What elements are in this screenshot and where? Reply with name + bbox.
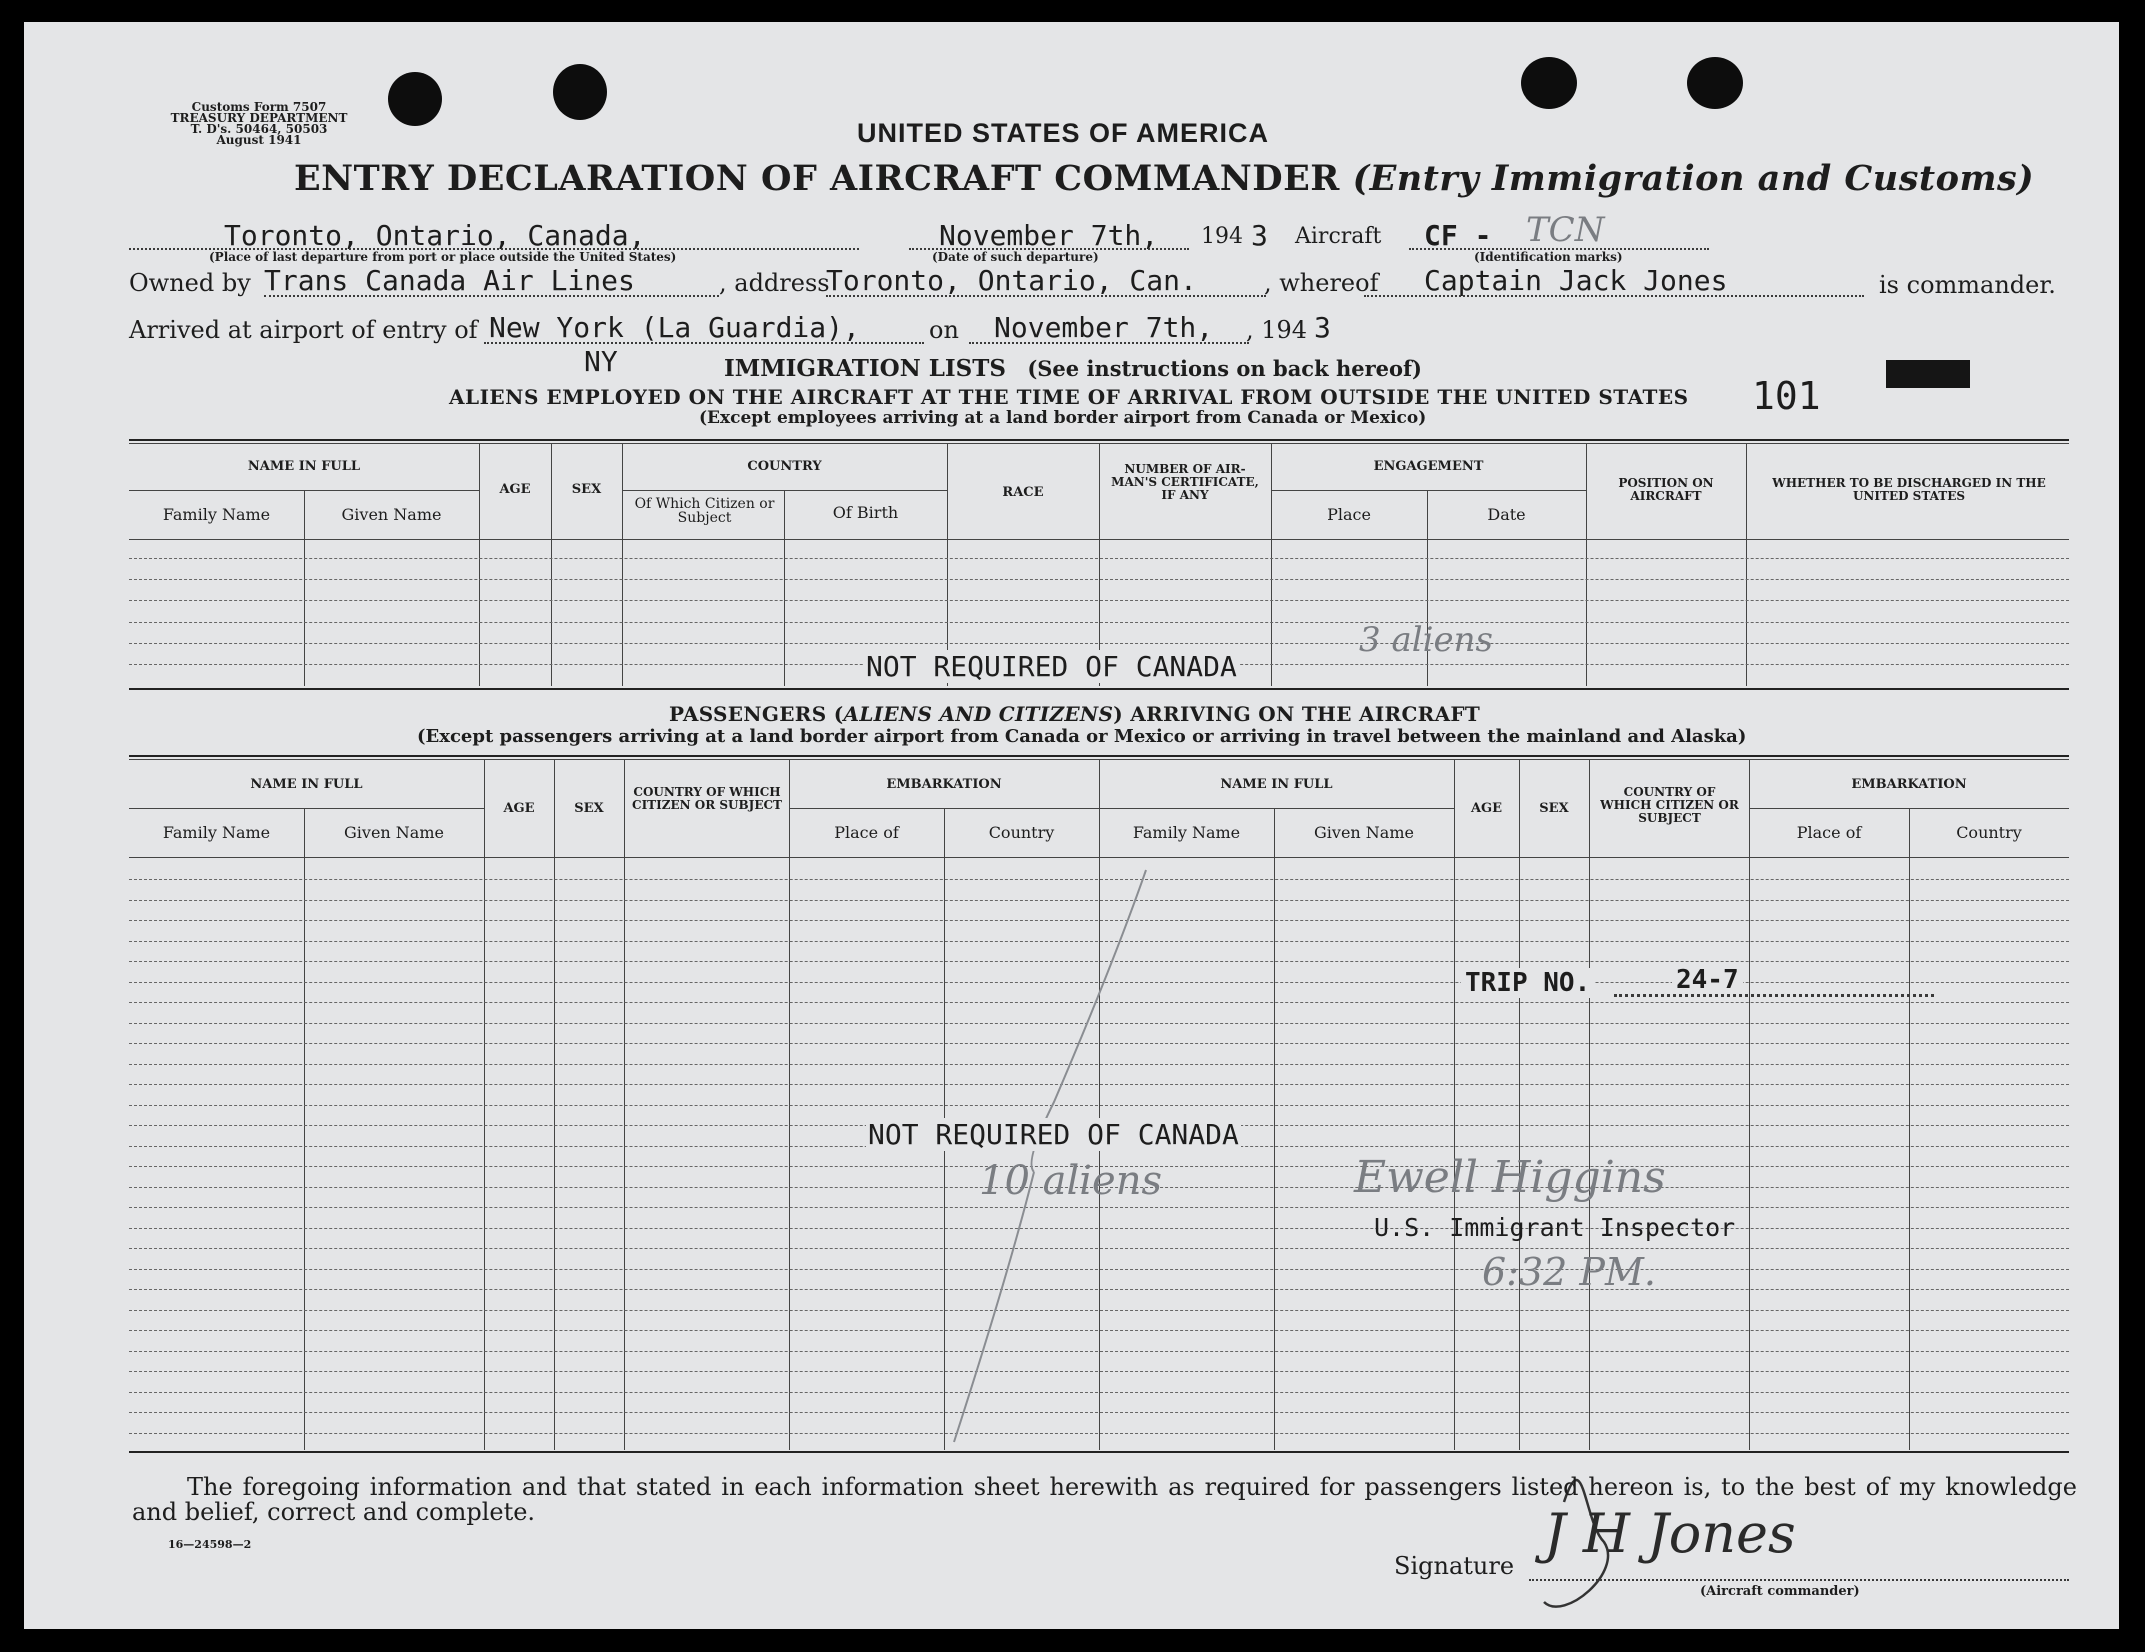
stamp-ny: NY [584, 345, 618, 378]
passengers-subheading: (Except passengers arriving at a land border airport from Canada or Mexico or arriving in travel between the mainland and Alaska) [417, 726, 1747, 747]
declaration-text: The foregoing information and that stated in each information sheet herewith as required for passengers listed hereon is, to the best of my knowledge and belief, correct and complete. [132, 1473, 2077, 1526]
customs-form-line: T. D's. 50464, 50503 [190, 122, 328, 136]
stamp-number: 101 [1752, 374, 1821, 418]
col-embarkation-2: EMBARKATION [1851, 777, 1967, 792]
col-engagement: ENGAGEMENT [1373, 459, 1484, 474]
immigration-heading-note: (See instructions on back hereof) [1027, 356, 1422, 381]
arrival-year-digit: 3 [1314, 311, 1331, 344]
address-label: , address [719, 269, 830, 297]
aircraft-prefix: CF - [1424, 219, 1492, 252]
trip-number: 24-7 [1672, 965, 1743, 995]
entry-declaration-document [24, 22, 2119, 1629]
aircraft-caption: (Identification marks) [1474, 250, 1623, 264]
col-given-name: Given Name [341, 505, 442, 524]
col-place-of: Place of [834, 823, 899, 842]
col-country-citizen: COUNTRY OF WHICH CITIZEN OR SUBJECT [632, 785, 782, 812]
col-name-in-full: NAME IN FULL [247, 459, 361, 474]
col-sex-2: SEX [1539, 801, 1569, 816]
col-race: RACE [1002, 485, 1044, 500]
owner: Trans Canada Air Lines [264, 264, 635, 297]
on-label: on [929, 316, 959, 344]
col-embarkation: EMBARKATION [886, 777, 1002, 792]
aircraft-label: Aircraft [1295, 224, 1382, 249]
col-position: POSITION ON AIRCRAFT [1618, 476, 1714, 503]
col-family-name: Family Name [162, 823, 271, 842]
dotted-line [1529, 1579, 2069, 1581]
col-place: Place [1327, 505, 1371, 524]
arrived-label: Arrived at airport of entry of [129, 316, 478, 344]
date-departure-caption: (Date of such departure) [932, 250, 1099, 264]
col-date: Date [1487, 505, 1526, 524]
date-departure: November 7th, [939, 219, 1159, 252]
col-age: AGE [499, 482, 531, 497]
year-prefix: 194 [1201, 224, 1243, 249]
col-given-name-2: Given Name [1314, 823, 1414, 842]
form-title-main: ENTRY DECLARATION OF AIRCRAFT COMMANDER [294, 158, 1340, 199]
col-country: Country [988, 823, 1055, 842]
col-age: AGE [503, 801, 535, 816]
not-required-stamp-2: NOT REQUIRED OF CANADA [868, 1118, 1239, 1151]
country-heading: UNITED STATES OF AMERICA [857, 118, 1269, 148]
place-departure-caption: (Place of last departure from port or place outside the United States) [209, 250, 677, 264]
form-title-italic: (Entry Immigration and Customs) [1352, 158, 2035, 199]
signature-label: Signature [1394, 1552, 1515, 1580]
inspection-time: 6:32 PM. [1482, 1250, 1656, 1294]
passengers-heading-post: ) ARRIVING ON THE AIRCRAFT [1113, 702, 1481, 726]
whereof-label: , whereof [1264, 269, 1379, 297]
aircraft-marks: TCN [1526, 210, 1605, 250]
customs-form-line: Customs Form 7507 [191, 100, 327, 114]
inspector-title: U.S. Immigrant Inspector [1374, 1213, 1736, 1242]
customs-form-line: August 1941 [216, 133, 302, 147]
col-given-name: Given Name [344, 823, 444, 842]
address: Toronto, Ontario, Can. [826, 264, 1197, 297]
owned-by-label: Owned by [129, 269, 251, 297]
aliens-count-note-2: 10 aliens [979, 1158, 1163, 1204]
pencil-marks [24, 22, 2119, 1629]
commander-signature: J H Jones [1544, 1502, 1796, 1565]
is-commander-label: is commander. [1879, 271, 2056, 299]
col-age-2: AGE [1470, 801, 1503, 816]
aliens-heading: ALIENS EMPLOYED ON THE AIRCRAFT AT THE TIME OF ARRIVAL FROM OUTSIDE THE UNITED STATES [449, 385, 1689, 409]
col-sex: SEX [574, 801, 604, 816]
col-name-in-full: NAME IN FULL [250, 777, 363, 792]
col-country-2: Country [1956, 823, 2022, 842]
immigration-heading-title: IMMIGRATION LISTS [724, 355, 1006, 382]
airport-of-entry: New York (La Guardia), [489, 311, 860, 344]
col-country-citizen-2: COUNTRY OF WHICH CITIZEN OR SUBJECT [1600, 785, 1739, 825]
col-of-birth: Of Birth [832, 503, 899, 522]
year-digit: 3 [1251, 219, 1268, 252]
passengers-heading-pre: PASSENGERS ( [669, 702, 844, 726]
signature-caption: (Aircraft commander) [1700, 1584, 1860, 1599]
col-citizen-of: Of Which Citizen or Subject [634, 496, 775, 526]
col-place-of-2: Place of [1796, 823, 1862, 842]
aliens-count-note: 3 aliens [1359, 620, 1493, 660]
not-required-stamp: NOT REQUIRED OF CANADA [866, 650, 1237, 683]
col-name-in-full-2: NAME IN FULL [1220, 777, 1333, 792]
commander-name: Captain Jack Jones [1424, 264, 1728, 297]
col-family-name: Family Name [162, 505, 271, 524]
inspector-signature: Ewell Higgins [1354, 1152, 1666, 1203]
arrival-year-prefix: , 194 [1246, 316, 1308, 344]
col-sex: SEX [571, 482, 602, 497]
col-country: COUNTRY [747, 459, 822, 474]
pencil-stroke [954, 1172, 1034, 1442]
passengers-heading-italic: ALIENS AND CITIZENS [843, 702, 1114, 726]
aliens-subheading: (Except employees arriving at a land border airport from Canada or Mexico) [699, 408, 1427, 428]
arrival-date: November 7th, [994, 311, 1214, 344]
col-family-name-2: Family Name [1132, 823, 1241, 842]
place-departure: Toronto, Ontario, Canada, [224, 219, 646, 252]
col-discharged: WHETHER TO BE DISCHARGED IN THE UNITED STATES [1772, 476, 2046, 503]
trip-label: TRIP NO. [1461, 968, 1594, 998]
form-number: 16—24598—2 [168, 1538, 252, 1551]
customs-form-line: TREASURY DEPARTMENT [170, 111, 348, 125]
col-airman-cert: NUMBER OF AIR-MAN'S CERTIFICATE, IF ANY [1111, 462, 1259, 502]
